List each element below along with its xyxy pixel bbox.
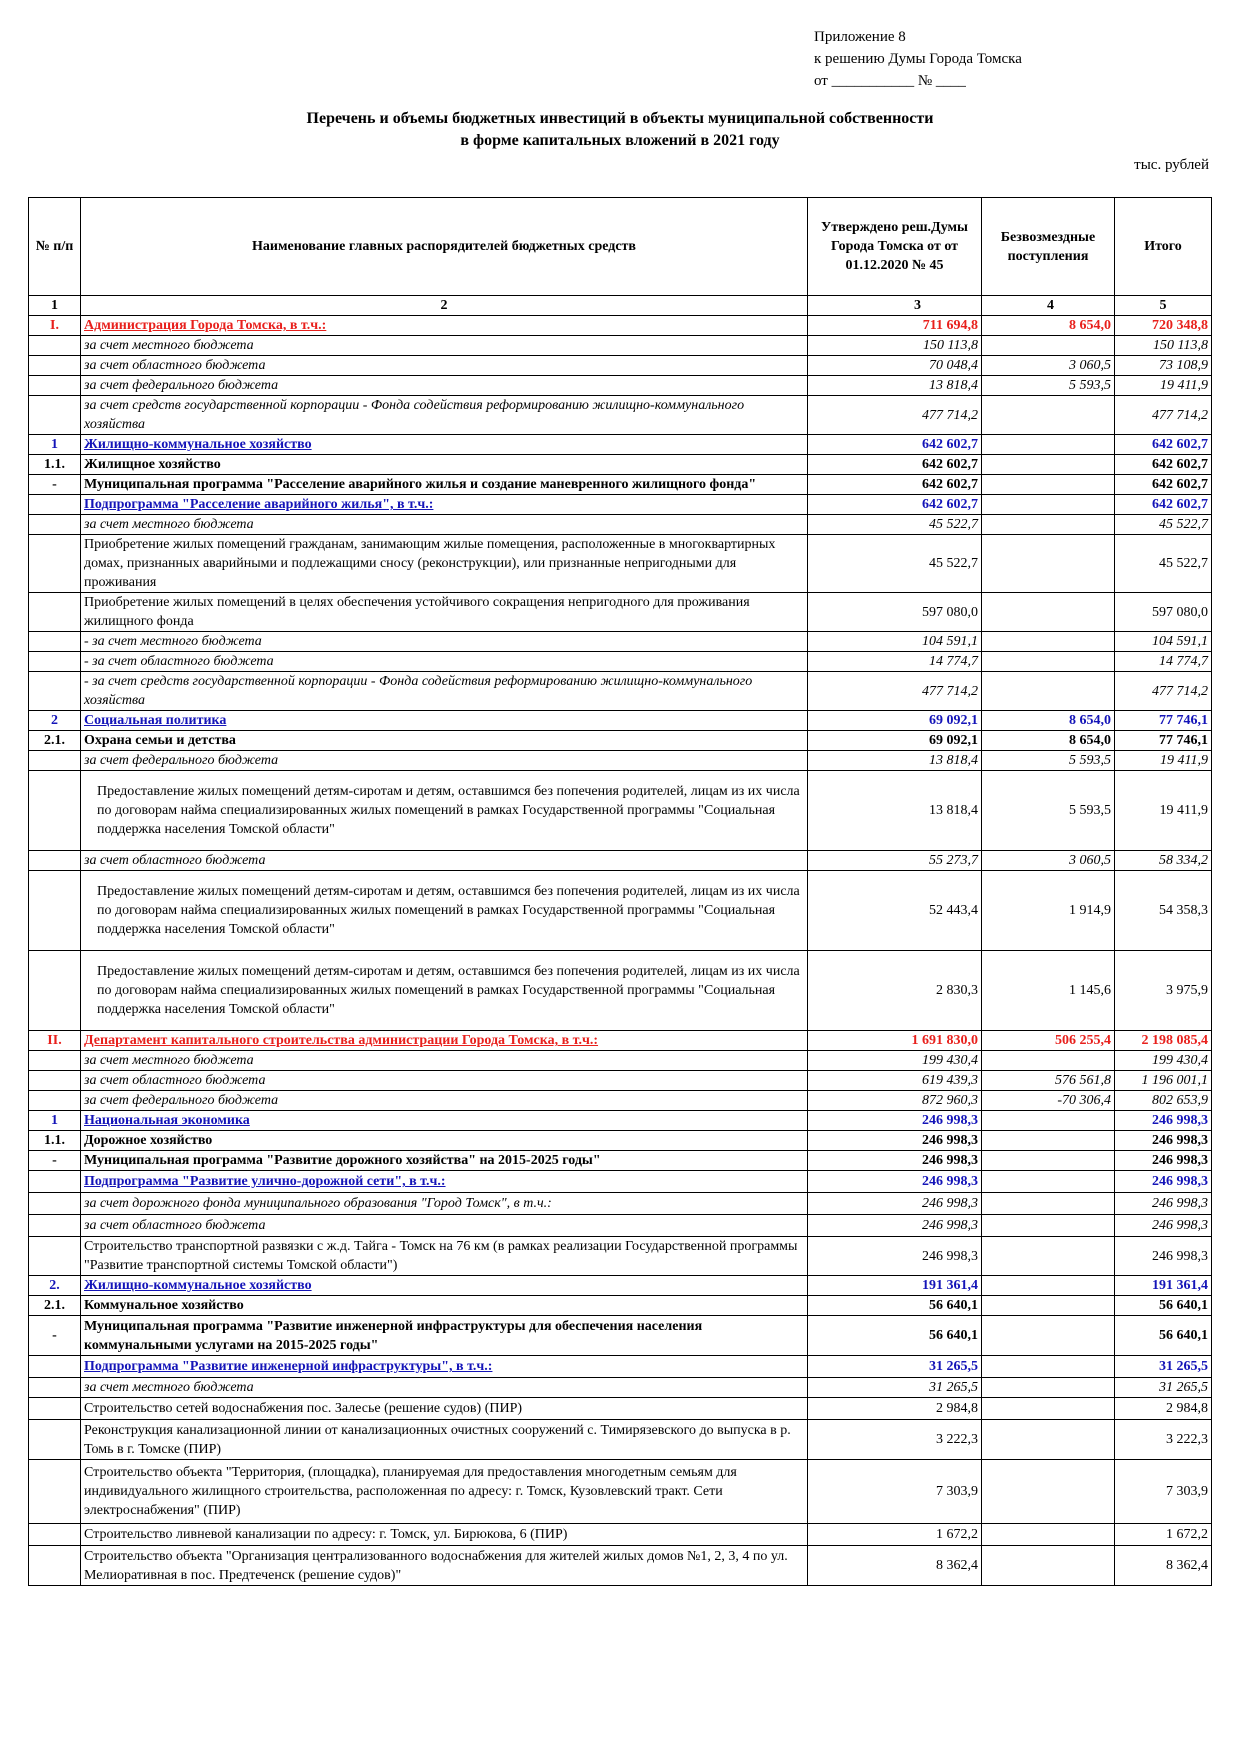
approved-value: 2 830,3 (808, 951, 982, 1031)
approved-value: 45 522,7 (808, 535, 982, 593)
total-value: 199 430,4 (1115, 1051, 1212, 1071)
total-value: 54 358,3 (1115, 871, 1212, 951)
total-value: 246 998,3 (1115, 1193, 1212, 1215)
total-value: 77 746,1 (1115, 731, 1212, 751)
row-number (29, 771, 81, 851)
grants-value (982, 535, 1115, 593)
col-number: 1 (29, 296, 81, 316)
table-row (29, 1316, 1212, 1356)
col-header-name: Наименование главных распорядителей бюджетных средств (81, 198, 808, 296)
table-row (29, 1171, 1212, 1193)
row-name: за счет местного бюджета (81, 336, 808, 356)
total-value: 246 998,3 (1115, 1237, 1212, 1276)
total-value: 104 591,1 (1115, 632, 1212, 652)
total-value: 597 080,0 (1115, 593, 1212, 632)
total-value: 246 998,3 (1115, 1131, 1212, 1151)
grants-value (982, 1131, 1115, 1151)
grants-value (982, 672, 1115, 711)
table-row (29, 1051, 1212, 1071)
grants-value (982, 1316, 1115, 1356)
total-value: 1 672,2 (1115, 1524, 1212, 1546)
row-name: Дорожное хозяйство (81, 1131, 808, 1151)
col-header-num: № п/п (29, 198, 81, 296)
approved-value: 642 602,7 (808, 475, 982, 495)
approved-value: 246 998,3 (808, 1131, 982, 1151)
row-name: за счет областного бюджета (81, 356, 808, 376)
grants-value (982, 1171, 1115, 1193)
total-value: 642 602,7 (1115, 435, 1212, 455)
table-row (29, 672, 1212, 711)
grants-value: 506 255,4 (982, 1031, 1115, 1051)
row-number (29, 751, 81, 771)
decision-date: от ___________ № ____ (814, 73, 966, 89)
grants-value (982, 396, 1115, 435)
row-name: Строительство транспортной развязки с ж.д. Тайга - Томск на 76 км (в рамках реализации Государственной программы "Развитие транспортной системы Томской области") (81, 1237, 808, 1276)
total-value: 19 411,9 (1115, 771, 1212, 851)
total-value: 45 522,7 (1115, 535, 1212, 593)
row-number (29, 1546, 81, 1586)
grants-value (982, 632, 1115, 652)
table-row (29, 1131, 1212, 1151)
row-number (29, 1215, 81, 1237)
grants-value: 5 593,5 (982, 376, 1115, 396)
grants-value (982, 435, 1115, 455)
grants-value (982, 1151, 1115, 1171)
total-value: 2 984,8 (1115, 1398, 1212, 1420)
row-number (29, 1398, 81, 1420)
table-row (29, 1378, 1212, 1398)
approved-value: 13 818,4 (808, 751, 982, 771)
decision-ref: к решению Думы Города Томска (814, 51, 1022, 67)
approved-value: 1 691 830,0 (808, 1031, 982, 1051)
row-number (29, 951, 81, 1031)
grants-value (982, 1276, 1115, 1296)
total-value: 77 746,1 (1115, 711, 1212, 731)
table-row (29, 435, 1212, 455)
table-row (29, 711, 1212, 731)
row-number (29, 1356, 81, 1378)
grants-value (982, 1296, 1115, 1316)
row-name: Муниципальная программа "Расселение аварийного жилья и создание маневренного жилищного фонда" (81, 475, 808, 495)
grants-value (982, 652, 1115, 672)
row-number: 2.1. (29, 1296, 81, 1316)
table-row (29, 1546, 1212, 1586)
row-name: за счет местного бюджета (81, 515, 808, 535)
total-value: 720 348,8 (1115, 316, 1212, 336)
total-value: 246 998,3 (1115, 1171, 1212, 1193)
total-value: 150 113,8 (1115, 336, 1212, 356)
table-row (29, 1460, 1212, 1524)
row-name: за счет дорожного фонда муниципального образования "Город Томск", в т.ч.: (81, 1193, 808, 1215)
row-number: II. (29, 1031, 81, 1051)
approved-value: 52 443,4 (808, 871, 982, 951)
row-name: Муниципальная программа "Развитие инженерной инфраструктуры для обеспечения населения коммунальными услугами на 2015-2025 годы" (81, 1316, 808, 1356)
table-row (29, 515, 1212, 535)
row-number: 1 (29, 435, 81, 455)
approved-value: 872 960,3 (808, 1091, 982, 1111)
approved-value: 56 640,1 (808, 1296, 982, 1316)
row-name: Коммунальное хозяйство (81, 1296, 808, 1316)
row-number: - (29, 1316, 81, 1356)
row-number: I. (29, 316, 81, 336)
row-name: Департамент капитального строительства администрации Города Томска, в т.ч.: (81, 1031, 808, 1051)
grants-value (982, 1546, 1115, 1586)
row-name: Предоставление жилых помещений детям-сиротам и детям, оставшимся без попечения родителей, лицам из их числа по договорам найма специализированных жилых помещений в рамках Государственной программы "Социальная поддержка населения Томской области" (81, 951, 808, 1031)
row-name: Охрана семьи и детства (81, 731, 808, 751)
table-row (29, 495, 1212, 515)
grants-value (982, 1356, 1115, 1378)
appendix-label: Приложение 8 (814, 29, 906, 45)
row-name: за счет федерального бюджета (81, 376, 808, 396)
approved-value: 642 602,7 (808, 495, 982, 515)
row-name: за счет местного бюджета (81, 1378, 808, 1398)
table-header-row (29, 198, 1212, 296)
approved-value: 642 602,7 (808, 455, 982, 475)
approved-value: 31 265,5 (808, 1378, 982, 1398)
units-label: тыс. рублей (1134, 157, 1209, 173)
row-name: за счет федерального бюджета (81, 1091, 808, 1111)
table-row (29, 951, 1212, 1031)
table-row (29, 1356, 1212, 1378)
approved-value: 246 998,3 (808, 1151, 982, 1171)
total-value: 191 361,4 (1115, 1276, 1212, 1296)
approved-value: 246 998,3 (808, 1215, 982, 1237)
total-value: 19 411,9 (1115, 376, 1212, 396)
title-line-1: Перечень и объемы бюджетных инвестиций в объекты муниципальной собственности (306, 110, 934, 127)
table-row (29, 871, 1212, 951)
approved-value: 246 998,3 (808, 1171, 982, 1193)
grants-value (982, 1378, 1115, 1398)
table-row (29, 632, 1212, 652)
table-row (29, 1111, 1212, 1131)
grants-value (982, 515, 1115, 535)
table-row (29, 455, 1212, 475)
row-number (29, 1237, 81, 1276)
table-row (29, 356, 1212, 376)
row-name: Строительство объекта "Организация централизованного водоснабжения для жителей жилых домов №1, 2, 3, 4 по ул. Мелиоративная в пос. Предтеченск (решение судов)" (81, 1546, 808, 1586)
approved-value: 191 361,4 (808, 1276, 982, 1296)
grants-value (982, 475, 1115, 495)
row-number (29, 1193, 81, 1215)
row-number (29, 871, 81, 951)
row-number: 2 (29, 711, 81, 731)
total-value: 3 975,9 (1115, 951, 1212, 1031)
table-row (29, 535, 1212, 593)
total-value: 477 714,2 (1115, 672, 1212, 711)
table-row (29, 731, 1212, 751)
approved-value: 69 092,1 (808, 711, 982, 731)
total-value: 3 222,3 (1115, 1420, 1212, 1460)
row-number (29, 593, 81, 632)
grants-value (982, 1237, 1115, 1276)
approved-value: 104 591,1 (808, 632, 982, 652)
table-row (29, 1091, 1212, 1111)
table-row (29, 1151, 1212, 1171)
total-value: 642 602,7 (1115, 495, 1212, 515)
row-number (29, 515, 81, 535)
row-name: Подпрограмма "Развитие улично-дорожной сети", в т.ч.: (81, 1171, 808, 1193)
total-value: 802 653,9 (1115, 1091, 1212, 1111)
grants-value: 8 654,0 (982, 316, 1115, 336)
document-header (814, 26, 1022, 92)
grants-value: 5 593,5 (982, 771, 1115, 851)
row-name: - за счет местного бюджета (81, 632, 808, 652)
column-number-row (29, 296, 1212, 316)
grants-value: 3 060,5 (982, 356, 1115, 376)
row-number (29, 1071, 81, 1091)
table-row (29, 751, 1212, 771)
grants-value: 3 060,5 (982, 851, 1115, 871)
total-value: 56 640,1 (1115, 1296, 1212, 1316)
grants-value (982, 455, 1115, 475)
approved-value: 7 303,9 (808, 1460, 982, 1524)
approved-value: 597 080,0 (808, 593, 982, 632)
total-value: 1 196 001,1 (1115, 1071, 1212, 1091)
row-number: 1 (29, 1111, 81, 1131)
approved-value: 477 714,2 (808, 672, 982, 711)
row-name: Строительство сетей водоснабжения пос. Залесье (решение судов) (ПИР) (81, 1398, 808, 1420)
grants-value (982, 1420, 1115, 1460)
title-line-2: в форме капитальных вложений в 2021 году (460, 132, 780, 149)
total-value: 19 411,9 (1115, 751, 1212, 771)
row-number (29, 632, 81, 652)
total-value: 14 774,7 (1115, 652, 1212, 672)
row-number (29, 652, 81, 672)
total-value: 246 998,3 (1115, 1111, 1212, 1131)
row-name: Подпрограмма "Развитие инженерной инфраструктуры", в т.ч.: (81, 1356, 808, 1378)
row-number: - (29, 475, 81, 495)
table-row (29, 1193, 1212, 1215)
table-row (29, 336, 1212, 356)
grants-value (982, 1460, 1115, 1524)
table-row (29, 1071, 1212, 1091)
row-number: 1.1. (29, 455, 81, 475)
row-name: Администрация Города Томска, в т.ч.: (81, 316, 808, 336)
row-name: за счет областного бюджета (81, 851, 808, 871)
row-number (29, 1051, 81, 1071)
total-value: 7 303,9 (1115, 1460, 1212, 1524)
approved-value: 199 430,4 (808, 1051, 982, 1071)
row-name: Приобретение жилых помещений в целях обеспечения устойчивого сокращения непригодного для проживания жилищного фонда (81, 593, 808, 632)
row-number (29, 336, 81, 356)
col-number: 3 (808, 296, 982, 316)
row-number (29, 1460, 81, 1524)
total-value: 246 998,3 (1115, 1215, 1212, 1237)
row-name: Реконструкция канализационной линии от канализационных очистных сооружений с. Тимирязевского до выпуска в р. Томь в г. Томске (ПИР) (81, 1420, 808, 1460)
approved-value: 56 640,1 (808, 1316, 982, 1356)
row-name: - за счет областного бюджета (81, 652, 808, 672)
grants-value (982, 1524, 1115, 1546)
table-row (29, 1398, 1212, 1420)
col-header-approved: Утверждено реш.Думы Города Томска от от 01.12.2020 № 45 (808, 198, 982, 296)
page-title (0, 108, 1240, 152)
row-name: за счет областного бюджета (81, 1215, 808, 1237)
row-name: Национальная экономика (81, 1111, 808, 1131)
grants-value (982, 1193, 1115, 1215)
total-value: 642 602,7 (1115, 475, 1212, 495)
row-number: 2.1. (29, 731, 81, 751)
approved-value: 3 222,3 (808, 1420, 982, 1460)
col-number: 5 (1115, 296, 1212, 316)
col-number: 4 (982, 296, 1115, 316)
row-number (29, 495, 81, 515)
grants-value (982, 495, 1115, 515)
table-row (29, 1296, 1212, 1316)
row-number (29, 396, 81, 435)
total-value: 58 334,2 (1115, 851, 1212, 871)
approved-value: 711 694,8 (808, 316, 982, 336)
total-value: 31 265,5 (1115, 1356, 1212, 1378)
table-row (29, 652, 1212, 672)
approved-value: 55 273,7 (808, 851, 982, 871)
row-name: за счет средств государственной корпорации - Фонда содействия реформированию жилищно-коммунального хозяйства (81, 396, 808, 435)
row-number (29, 376, 81, 396)
col-header-total: Итого (1115, 198, 1212, 296)
approved-value: 45 522,7 (808, 515, 982, 535)
row-number (29, 851, 81, 871)
approved-value: 14 774,7 (808, 652, 982, 672)
row-number (29, 1524, 81, 1546)
row-name: Строительство объекта "Территория, (площадка), планируемая для предоставления многодетным семьям для индивидуального жилищного строительства, расположенная по адресу: г. Томск, Кузовлевский тракт. Сети электроснабжения" (ПИР) (81, 1460, 808, 1524)
table-row (29, 475, 1212, 495)
total-value: 73 108,9 (1115, 356, 1212, 376)
approved-value: 150 113,8 (808, 336, 982, 356)
approved-value: 70 048,4 (808, 356, 982, 376)
row-number (29, 1378, 81, 1398)
table-row (29, 771, 1212, 851)
approved-value: 69 092,1 (808, 731, 982, 751)
row-number: 2. (29, 1276, 81, 1296)
col-number: 2 (81, 296, 808, 316)
grants-value (982, 1111, 1115, 1131)
grants-value: -70 306,4 (982, 1091, 1115, 1111)
col-header-grants: Безвозмездные поступления (982, 198, 1115, 296)
total-value: 56 640,1 (1115, 1316, 1212, 1356)
row-number (29, 535, 81, 593)
row-number: 1.1. (29, 1131, 81, 1151)
grants-value (982, 1215, 1115, 1237)
table-row (29, 1237, 1212, 1276)
row-name: за счет местного бюджета (81, 1051, 808, 1071)
row-name: Строительство ливневой канализации по адресу: г. Томск, ул. Бирюкова, 6 (ПИР) (81, 1524, 808, 1546)
approved-value: 13 818,4 (808, 376, 982, 396)
grants-value (982, 336, 1115, 356)
grants-value (982, 1051, 1115, 1071)
table-row (29, 316, 1212, 336)
row-number (29, 1420, 81, 1460)
table-row (29, 593, 1212, 632)
total-value: 477 714,2 (1115, 396, 1212, 435)
row-name: Жилищно-коммунальное хозяйство (81, 1276, 808, 1296)
table-row (29, 1276, 1212, 1296)
total-value: 2 198 085,4 (1115, 1031, 1212, 1051)
grants-value: 8 654,0 (982, 731, 1115, 751)
grants-value: 1 145,6 (982, 951, 1115, 1031)
row-number (29, 672, 81, 711)
row-number: - (29, 1151, 81, 1171)
table-row (29, 1215, 1212, 1237)
row-name: Социальная политика (81, 711, 808, 731)
grants-value: 576 561,8 (982, 1071, 1115, 1091)
budget-table (28, 197, 1212, 1586)
row-name: Предоставление жилых помещений детям-сиротам и детям, оставшимся без попечения родителей, лицам из их числа по договорам найма специализированных жилых помещений в рамках Государственной программы "Социальная поддержка населения Томской области" (81, 771, 808, 851)
total-value: 31 265,5 (1115, 1378, 1212, 1398)
total-value: 8 362,4 (1115, 1546, 1212, 1586)
approved-value: 246 998,3 (808, 1237, 982, 1276)
approved-value: 642 602,7 (808, 435, 982, 455)
row-name: Предоставление жилых помещений детям-сиротам и детям, оставшимся без попечения родителей, лицам из их числа по договорам найма специализированных жилых помещений в рамках Государственной программы "Социальная поддержка населения Томской области" (81, 871, 808, 951)
table-row (29, 396, 1212, 435)
row-name: Подпрограмма "Расселение аварийного жилья", в т.ч.: (81, 495, 808, 515)
total-value: 246 998,3 (1115, 1151, 1212, 1171)
approved-value: 477 714,2 (808, 396, 982, 435)
total-value: 642 602,7 (1115, 455, 1212, 475)
table-row (29, 1031, 1212, 1051)
grants-value: 1 914,9 (982, 871, 1115, 951)
row-number (29, 1091, 81, 1111)
row-name: Жилищно-коммунальное хозяйство (81, 435, 808, 455)
table-row (29, 851, 1212, 871)
row-number (29, 1171, 81, 1193)
table-row (29, 376, 1212, 396)
approved-value: 31 265,5 (808, 1356, 982, 1378)
approved-value: 619 439,3 (808, 1071, 982, 1091)
grants-value: 8 654,0 (982, 711, 1115, 731)
row-name: - за счет средств государственной корпорации - Фонда содействия реформированию жилищно-коммунального хозяйства (81, 672, 808, 711)
total-value: 45 522,7 (1115, 515, 1212, 535)
grants-value (982, 593, 1115, 632)
row-name: за счет федерального бюджета (81, 751, 808, 771)
row-name: Приобретение жилых помещений гражданам, занимающим жилые помещения, расположенные в многоквартирных домах, признанных аварийными и подлежащими сносу (реконструкции), или признанные непригодными для проживания (81, 535, 808, 593)
row-number (29, 356, 81, 376)
approved-value: 8 362,4 (808, 1546, 982, 1586)
row-name: Муниципальная программа "Развитие дорожного хозяйства" на 2015-2025 годы" (81, 1151, 808, 1171)
table-row (29, 1420, 1212, 1460)
approved-value: 246 998,3 (808, 1193, 982, 1215)
grants-value: 5 593,5 (982, 751, 1115, 771)
approved-value: 13 818,4 (808, 771, 982, 851)
approved-value: 246 998,3 (808, 1111, 982, 1131)
approved-value: 1 672,2 (808, 1524, 982, 1546)
row-name: за счет областного бюджета (81, 1071, 808, 1091)
table-row (29, 1524, 1212, 1546)
approved-value: 2 984,8 (808, 1398, 982, 1420)
grants-value (982, 1398, 1115, 1420)
row-name: Жилищное хозяйство (81, 455, 808, 475)
